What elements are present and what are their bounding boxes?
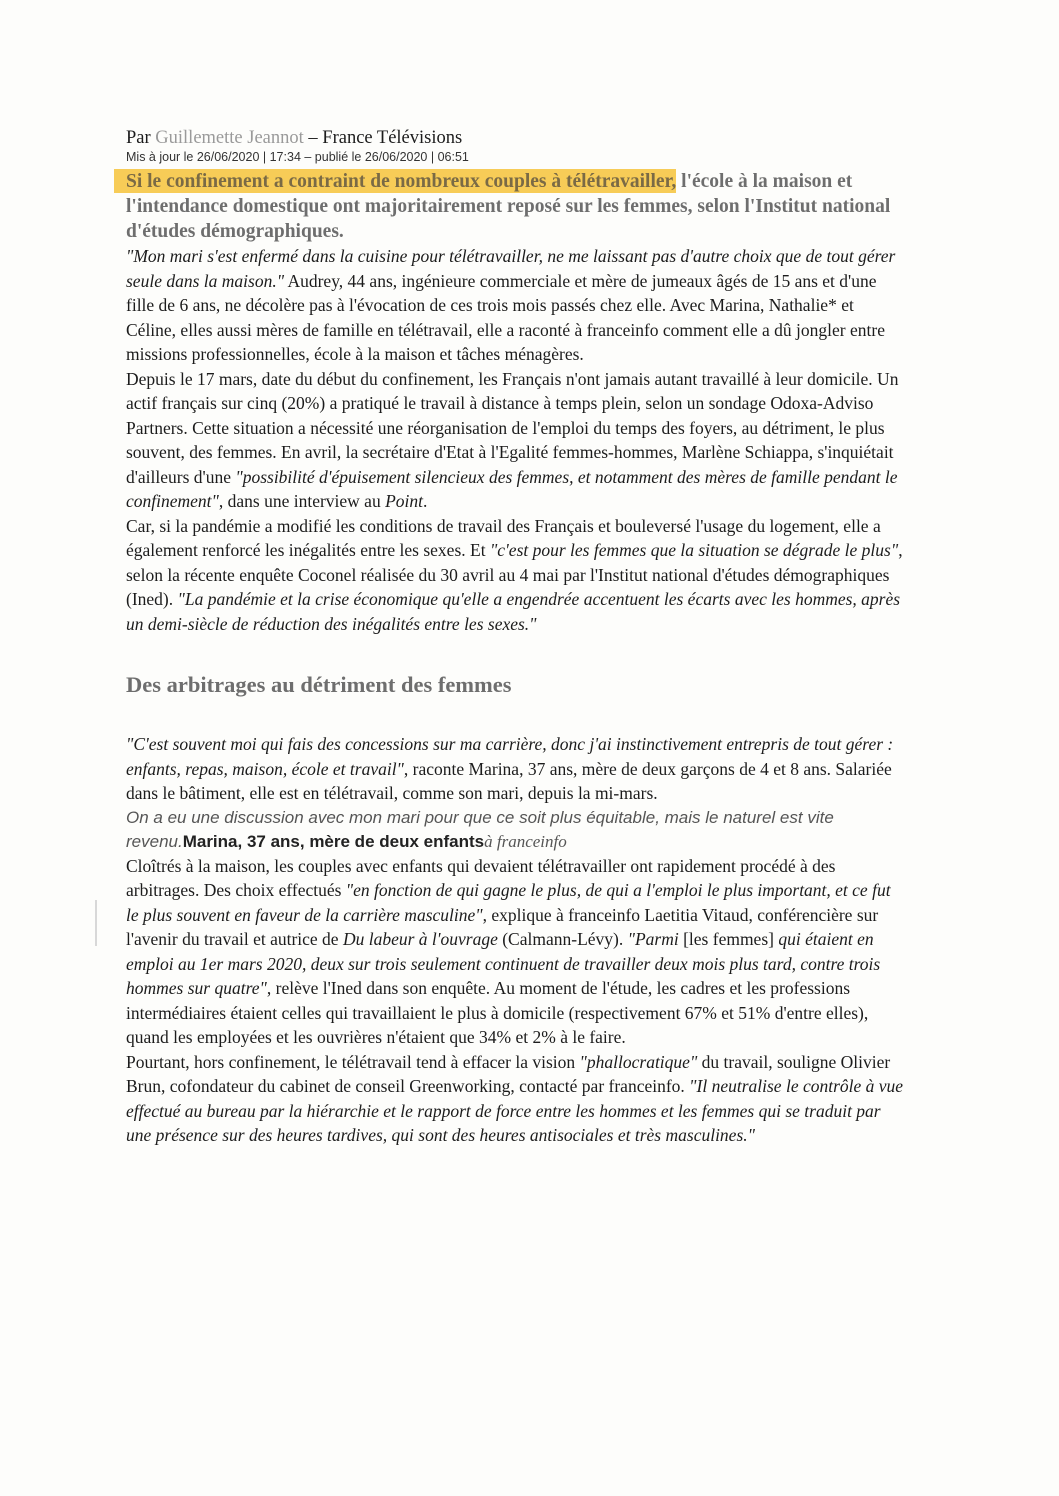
author-name: Guillemette Jeannot (155, 128, 304, 148)
article-lead: Si le confinement a contraint de nombreux couples à télétravailler, l'école à la maison et l'intendance domestique ont majoritairement reposé sur les femmes, selon l'Institut national d'études démographiques. (126, 169, 906, 244)
paragraph-1: "Mon mari s'est enfermé dans la cuisine pour télétravailler, ne me laissant pas d'autre choix que de tout gérer seule dans la maison." Audrey, 44 ans, ingénieure commerciale et mère de jumeaux âgés de 15 ans et d'une fille de 6 ans, ne décolère pas à l'évocation de ces trois mois passés chez elle. Avec Marina, Nathalie* et Céline, elles aussi mères de famille en télétravail, elle a raconté à franceinfo comment elle a dû jongler entre missions professionnelles, école à la maison et tâches ménagères. (126, 246, 896, 364)
section-heading: Des arbitrages au détriment des femmes (126, 672, 512, 697)
paragraph-4: "C'est souvent moi qui fais des concessions sur ma carrière, donc j'ai instinctivement entrepris de tout gérer : enfants, repas, maison, école et travail", raconte Marina, 37 ans, mère de deux garçons de 4 et 8 ans. Salariée dans le bâtiment, elle est en télétravail, comme son mari, depuis la mi-mars. (126, 734, 894, 803)
outlet-name: – France Télévisions (303, 128, 463, 148)
scan-artifact (95, 900, 97, 946)
highlighted-text: Si le confinement a contraint de nombreux couples à télétravailler, (114, 169, 676, 193)
paragraph-3: Car, si la pandémie a modifié les conditions de travail des Français et bouleversé l'usage du logement, elle a également renforcé les inégalités entre les sexes. Et "c'est pour les femmes que la situation se dégrade le plus", selon la récente enquête Coconel réalisée du 30 avril au 4 mai par l'Institut national d'études démographiques (Ined). "La pandémie et la crise économique qu'elle a engendrée accentuent les écarts avec les hommes, après un demi-siècle de réduction des inégalités entre les sexes." (126, 515, 903, 634)
byline: Par Guillemette Jeannot – France Télévisions (126, 128, 463, 148)
paragraph-2: Depuis le 17 mars, date du début du confinement, les Français n'ont jamais autant travaillé à leur domicile. Un actif français sur cinq (20%) a pratiqué le travail à distance à temps plein, selon un sondage Odoxa-Adviso Partners. Cette situation a nécessité une réorganisation de l'emploi du temps des foyers, au détriment, le plus souvent, des femmes. En avril, la secrétaire d'Etat à l'Egalité femmes-hommes, Marlène Schiappa, s'inquiétait d'ailleurs d'une "possibilité d'épuisement silencieux des femmes, et notamment des mères de famille pendant le confinement", dans une interview au Point. (126, 368, 899, 511)
paragraph-6: Pourtant, hors confinement, le télétravail tend à effacer la vision "phallocratique" du travail, souligne Olivier Brun, cofondateur du cabinet de conseil Greenworking, contacté par franceinfo. "Il neutralise le contrôle à vue effectué au bureau par la hiérarchie et le rapport de force entre les hommes et les femmes qui se traduit par une présence sur des heures tardives, qui sont des heures antisociales et très masculines." (126, 1051, 904, 1145)
article (126, 127, 906, 1148)
quote-attribution: Marina, 37 ans, mère de deux enfants (182, 831, 485, 851)
book-title: Du labeur à l'ouvrage (342, 929, 498, 949)
publish-dates: Mis à jour le 26/06/2020 | 17:34 – publié le 26/06/2020 | 06:51 (126, 150, 469, 164)
pull-quote: On a eu une discussion avec mon mari pour que ce soit plus équitable, mais le naturel est vite revenu.Marina, 37 ans, mère de deux enfantsà franceinfo (126, 807, 834, 851)
quote-source: à franceinfo (484, 831, 567, 851)
paragraph-5: Cloîtrés à la maison, les couples avec enfants qui devaient télétravailler ont rapidement procédé à des arbitrages. Des choix effectués "en fonction de qui gagne le plus, de qui a l'emploi le plus important, et ce fut le plus souvent en faveur de la carrière masculine", explique à franceinfo Laetitia Vitaud, conférencière sur l'avenir du travail et autrice de Du labeur à l'ouvrage (Calmann-Lévy). "Parmi [les femmes] qui étaient en emploi au 1er mars 2020, deux sur trois seulement continuent de travailler deux mois plus tard, contre trois hommes sur quatre", relève l'Ined dans son enquête. Au moment de l'étude, les cadres et les professions intermédiaires étaient celles qui travaillaient le plus à domicile (respectivement 67% et 51% d'entre elles), quand les employées et les ouvrières n'étaient que 34% et 2% à le faire. (126, 855, 891, 1047)
